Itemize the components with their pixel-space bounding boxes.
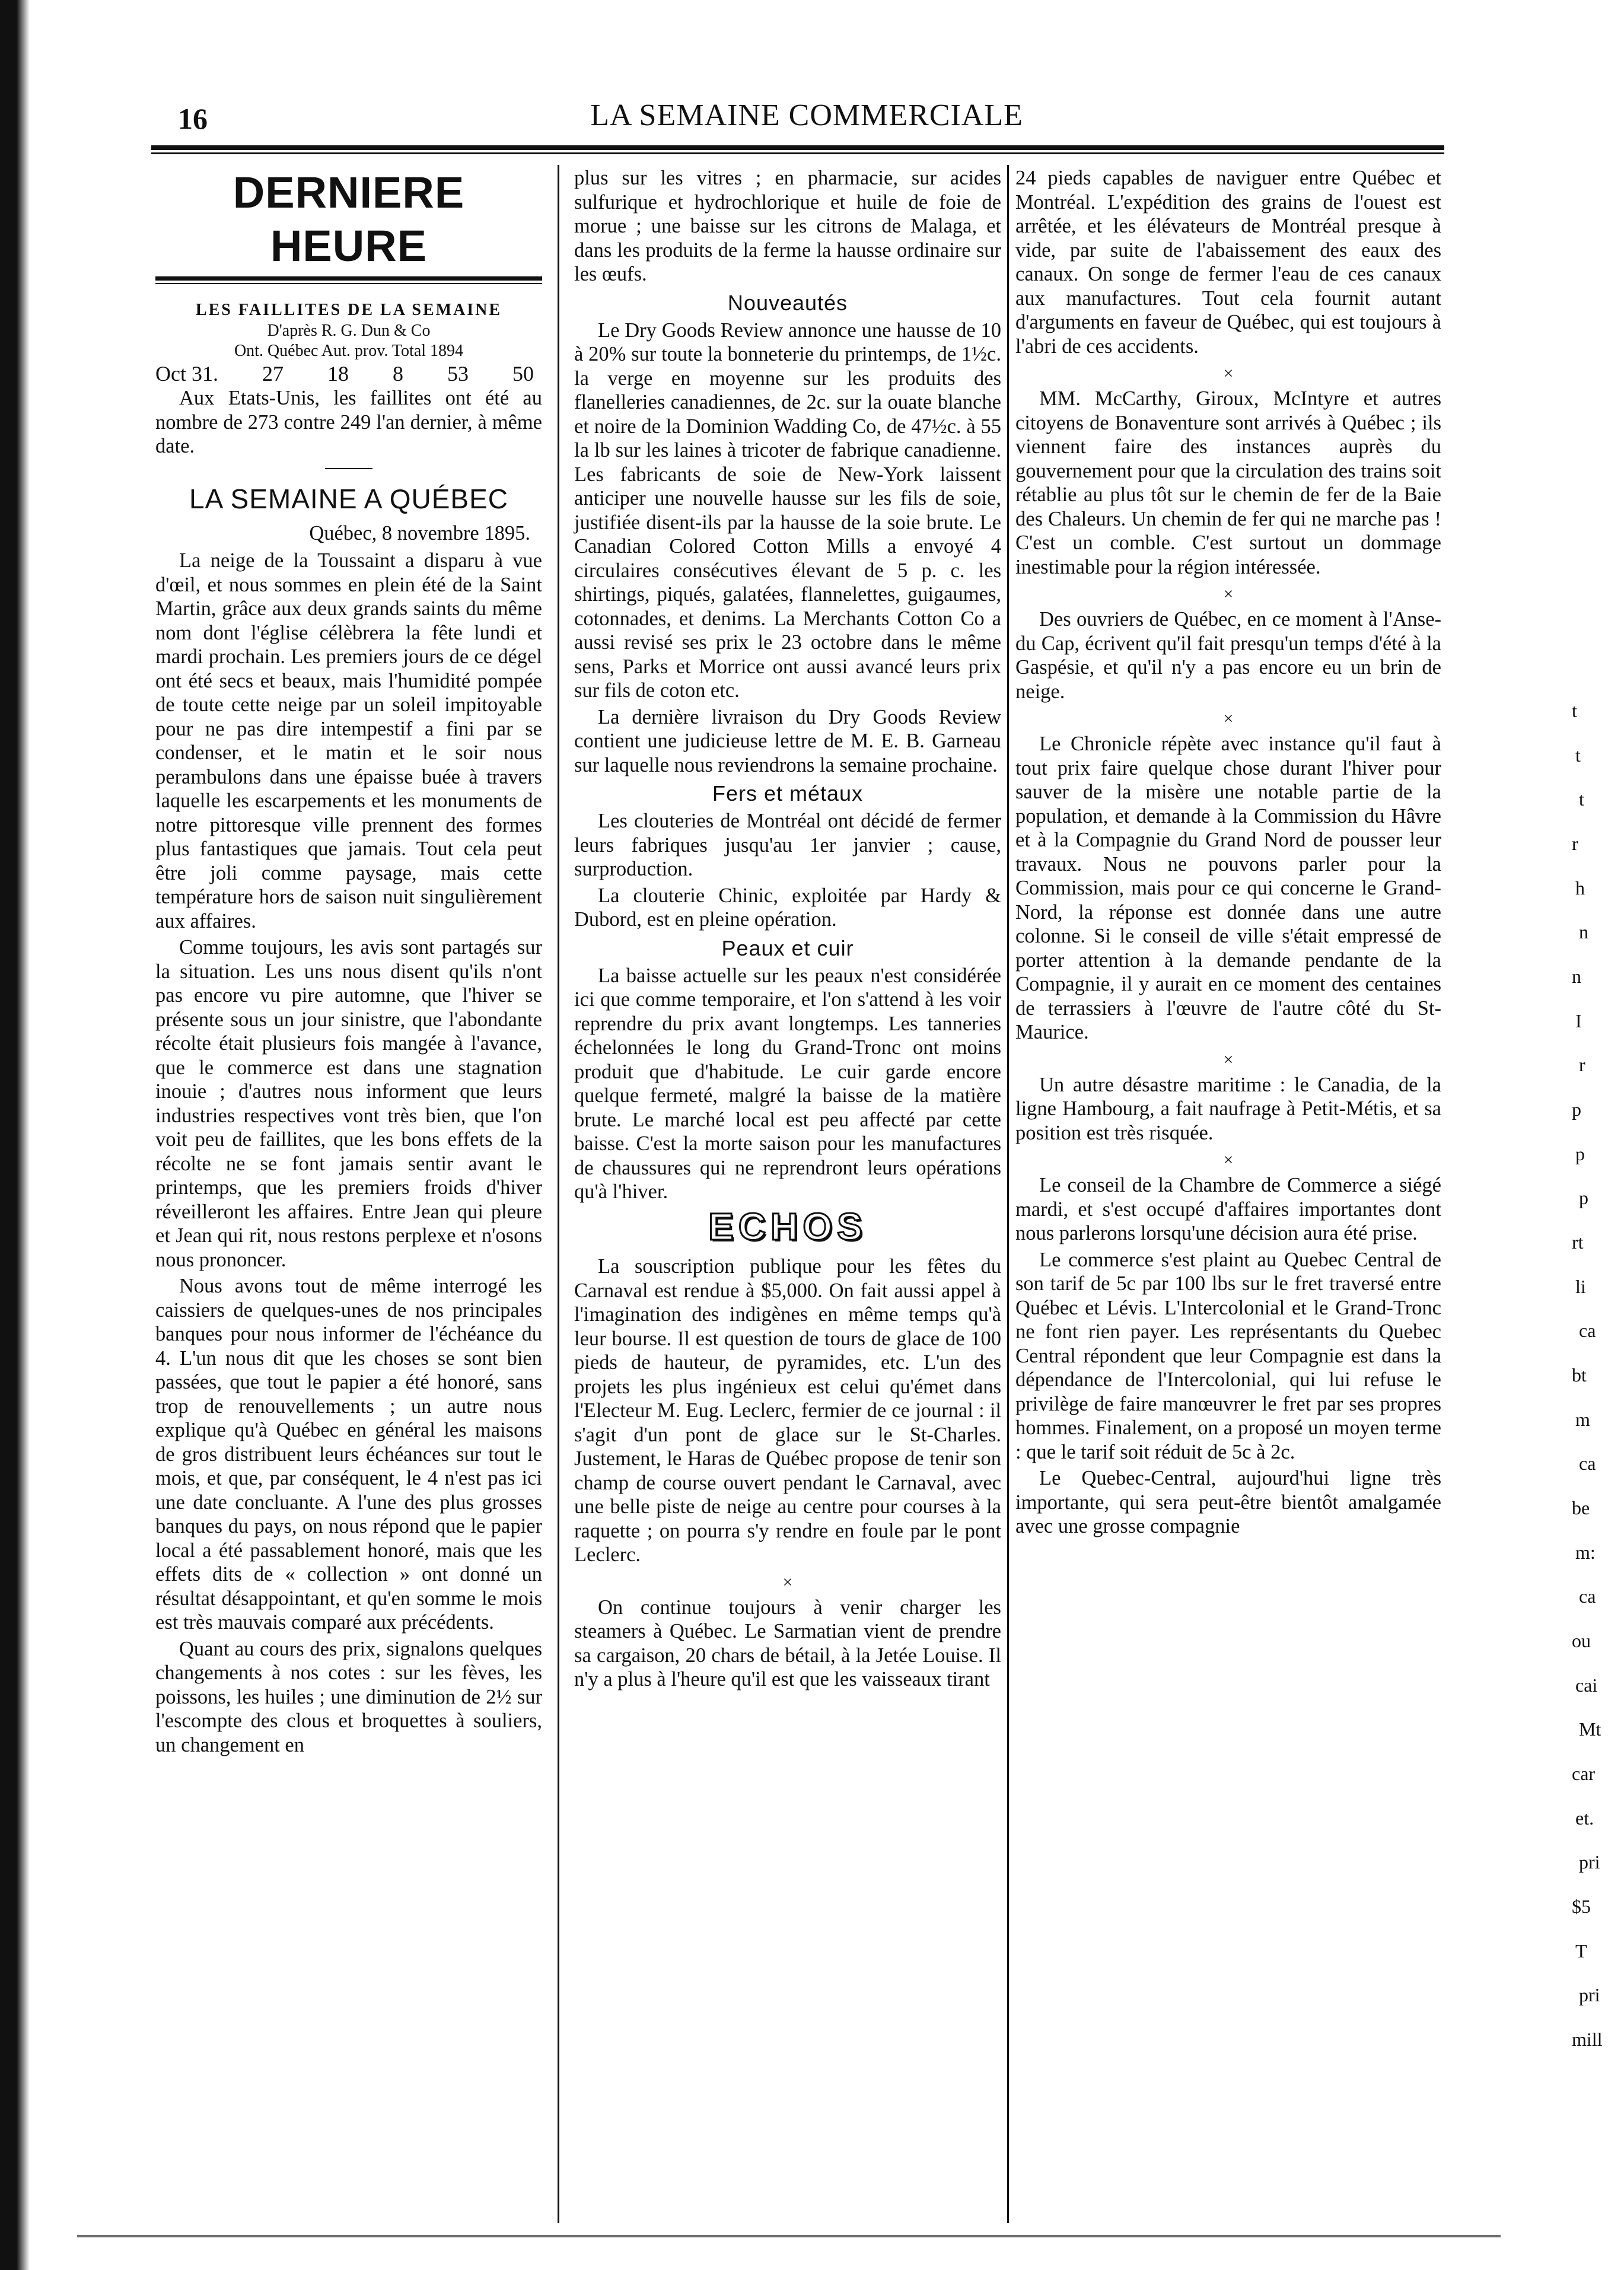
faillites-text: Aux Etats-Unis, les faillites ont été au nombre de 273 contre 249 l'an dernier, à même date.	[155, 387, 542, 457]
article-paragraph: Le Quebec-Central, aujourd'hui ligne très importante, qui sera peut-être bientôt amalgamée avec une grosse compagnie	[1015, 1467, 1441, 1537]
article-paragraph: La dernière livraison du Dry Goods Review contient une judicieuse lettre de M. E. B. Garneau sur laquelle nous reviendrons la semaine prochaine.	[574, 705, 1001, 776]
article-paragraph: Un autre désastre maritime : le Canadia, de la ligne Hambourg, a fait naufrage à Petit-Métis, et sa position est très risquée.	[1015, 1073, 1441, 1144]
page-header	[166, 98, 1447, 145]
section-heading-fers: Fers et métaux	[712, 781, 864, 806]
article-paragraph: Le conseil de la Chambre de Commerce a siégé mardi, et s'est occupé d'affaires importantes dont nous parlerons lorsqu'une décision aura été prise.	[1015, 1174, 1441, 1244]
article-paragraph: Le Chronicle répète avec instance qu'il faut à tout prix faire quelque chose durant l'hiver pour sauver de la misère une notable partie de la population, et demande à la Commission du Hâvre et à la Compagnie du Grand Nord de pousser leur travaux. Nous ne pouvons parler pour la Commission, mais pour ce qui concerne le Grand-Nord, la réponse est donnée dans une autre colonne. Si le conseil de ville s'était empressé de porter attention à la demande pendante de la Compagnie, il y aurait en ce moment des centaines de terrassiers à l'œuvre de l'autre côté du St-Maurice.	[1015, 733, 1441, 1043]
section-heading-peaux: Peaux et cuir	[721, 935, 854, 960]
edge-fragment: li	[1575, 1276, 1586, 1297]
edge-fragment: r	[1572, 833, 1578, 854]
edge-fragment: $5	[1572, 1896, 1591, 1917]
edge-fragment: car	[1572, 1763, 1596, 1784]
scan-left-edge	[0, 0, 89, 2270]
stat-total: 53	[447, 362, 469, 386]
separator-mark: ×	[782, 1572, 793, 1592]
edge-fragment: cai	[1575, 1674, 1598, 1696]
header-rule	[151, 145, 1444, 150]
edge-fragment: n	[1572, 966, 1581, 987]
edge-fragment: I	[1575, 1010, 1582, 1031]
article-paragraph: La neige de la Toussaint a disparu à vue d'œil, et nous sommes en plein été de la Saint Martin, grâce aux deux grands saints du même nom dont l'église célèbrera la fête lundi et mardi prochain. Les premiers jours de ce dégel ont été secs et beaux, mais l'humidité pompée de toute cette neige par un soleil impitoyable pour ne pas dire intempestif a fini par se condenser, et le matin et le soir nous perambulons dans une épaisse buée à travers laquelle les escarpements et les monuments de notre pittoresque ville prennent des formes plus fantastiques que jamais. Tout cela peut être joli comme paysage, mais cette température hors de saison nuit singulièrement aux affaires.	[155, 549, 542, 932]
adjacent-page-edge	[1470, 0, 1624, 2270]
faillites-source: D'après R. G. Dun & Co	[267, 321, 431, 340]
main-headline: DERNIERE HEURE	[233, 168, 465, 270]
article-paragraph: Des ouvriers de Québec, en ce moment à l'Anse-du Cap, écrivent qu'il fait presqu'un temps d'été à la Gaspésie, et qu'il n'y a pas encore eu un brin de neige.	[1015, 608, 1441, 703]
edge-fragment: r	[1579, 1054, 1585, 1075]
separator-mark: ×	[1223, 584, 1234, 604]
article-paragraph: Le commerce s'est plaint au Quebec Central de son tarif de 5c par 100 lbs sur le fret traversé entre Québec et Lévis. L'Intercolonial et le Grand-Tronc ne font rien payer. Les représentants du Quebec Central répondent que leur Compagnie est dans la dépendance de l'Intercolonial, qui lui refuse le privilège de faire manœuvrer le fret par ses propres hommes. Finalement, on a proposé un moyen terme : que le tarif soit réduit de 5c à 2c.	[1015, 1248, 1441, 1463]
headline-rule-thin	[155, 283, 542, 284]
column-1	[155, 166, 542, 1759]
running-title: LA SEMAINE COMMERCIALE	[590, 98, 1023, 132]
edge-fragment: t	[1572, 700, 1577, 721]
edge-fragment: p	[1579, 1187, 1588, 1208]
header-rule-thin	[151, 152, 1444, 154]
stat-date: Oct 31.	[155, 362, 218, 386]
edge-fragment: bt	[1572, 1364, 1587, 1386]
separator-mark: ×	[1223, 709, 1234, 728]
bottom-scan-rule	[77, 2235, 1501, 2237]
edge-fragment: mill	[1572, 2029, 1603, 2050]
column-2	[574, 166, 1001, 1694]
continued-paragraph: 24 pieds capables de naviguer entre Québec et Montréal. L'expédition des grains de l'ouest est arrêtée, et les élévateurs de Montréal presque à vide, par suite de l'abaissement des eaux des canaux. On songe de fermer l'eau de ces canaux aux manufactures. Tout cela fournit autant d'arguments en faveur de Québec, qui est toujours à l'abri de ces accidents.	[1015, 167, 1441, 358]
edge-fragment: t	[1579, 788, 1584, 810]
edge-fragment: m	[1575, 1409, 1590, 1430]
separator-mark: ×	[1223, 1150, 1234, 1170]
separator-mark: ×	[1223, 364, 1234, 383]
edge-fragment: et.	[1575, 1807, 1594, 1829]
headline-rule	[155, 276, 542, 281]
article-paragraph: La baisse actuelle sur les peaux n'est considérée ici que comme temporaire, et l'on s'attend à les voir reprendre du prix avant longtemps. Les tanneries échelonnées le long du Grand-Tronc ont moins produit que d'habitude. Le cuir garde encore quelque fermeté, malgré la baisse de la matière brute. Le marché local est peu affecté par cette baisse. C'est la morte saison pour les manufactures de chaussures qui ne reprendront leurs opérations qu'à l'hiver.	[574, 964, 1001, 1203]
edge-fragment: pri	[1579, 1851, 1600, 1873]
section-heading-quebec: LA SEMAINE A QUÉBEC	[189, 483, 508, 514]
edge-fragment: ou	[1572, 1630, 1591, 1651]
article-paragraph: Quant au cours des prix, signalons quelques changements à nos cotes : sur les fèves, les poissons, les huiles ; une diminution de 2½ sur l'escompte des clous et broquettes à souliers, un changement en	[155, 1637, 542, 1756]
stat-1894: 50	[512, 362, 534, 386]
article-paragraph: MM. McCarthy, Giroux, McIntyre et autres citoyens de Bonaventure sont arrivés à Québec ; ils viennent faire des instances auprès du gouvernement pour que la circulation des trains soit rétablie au plus tôt sur le chemin de fer de la Baie des Chaleurs. Un chemin de fer qui ne marche pas ! C'est un comble. C'est surtout un dommage inestimable pour la région intéressée.	[1015, 387, 1441, 578]
edge-fragment: p	[1575, 1143, 1585, 1164]
column-divider-1	[558, 165, 559, 2223]
edge-fragment: ca	[1579, 1320, 1596, 1341]
page-number: 16	[178, 102, 208, 135]
faillites-columns: Ont. Québec Aut. prov. Total 1894	[234, 342, 464, 360]
article-paragraph: Nous avons tout de même interrogé les caissiers de quelques-unes de nos principales banques pour nous informer de l'échéance du 4. L'un nous dit que les choses se sont bien passées, que tout le papier a été honoré, sans trop de renouvellements ; un autre nous explique qu'à Québec en général les maisons de gros distribuent leurs échéances sur tout le mois, et que, par conséquent, le 4 n'est pas ici une date concluante. A l'une des plus grosses banques du pays, on nous répond que le papier local a été passablement honoré, mais que les effets dits de « collection » ont donné un résultat désappointant, et qu'en somme le mois est très mauvais comparé aux précédents.	[155, 1275, 542, 1634]
edge-fragment: ca	[1579, 1453, 1596, 1474]
separator-mark: ×	[1223, 1049, 1234, 1069]
edge-fragment: h	[1575, 877, 1585, 899]
edge-fragment: p	[1572, 1099, 1581, 1120]
edge-fragment: be	[1572, 1497, 1590, 1518]
article-paragraph: Comme toujours, les avis sont partagés sur la situation. Les uns nous disent qu'ils n'ont pas encore vu pire automne, que l'hiver se présente sous un jour sinistre, que l'abondante récolte était plusieurs fois mangée à l'avance, que le commerce est dans une stagnation inouie ; d'autres nous informent que leurs industries respectives vont très bien, que l'on voit peu de faillites, que les bons effets de la récolte ne se font jamais sentir avant le printemps, que les premiers froids d'hiver réveilleront les affaires. Entre Jean qui pleure et Jean qui rit, nous restons perplexe et n'osons nous prononcer.	[155, 936, 542, 1271]
faillites-heading: LES FAILLITES DE LA SEMAINE	[195, 301, 502, 319]
edge-fragment: ca	[1579, 1586, 1596, 1607]
edge-fragment: T	[1575, 1940, 1587, 1962]
short-rule	[325, 468, 372, 469]
stat-ontario: 27	[262, 362, 284, 386]
dateline: Québec, 8 novembre 1895.	[309, 521, 530, 545]
stat-other-prov: 8	[392, 362, 403, 386]
edge-fragment: Mt	[1579, 1718, 1601, 1740]
article-paragraph: Les clouteries de Montréal ont décidé de fermer leurs fabriques jusqu'au 1er janvier ; cause, surproduction.	[574, 810, 1001, 880]
section-heading-nouveautes: Nouveautés	[727, 290, 848, 315]
column-3	[1015, 166, 1441, 1541]
edge-fragment: m:	[1575, 1542, 1596, 1563]
edge-fragment: t	[1575, 744, 1581, 766]
edge-fragment: rt	[1572, 1231, 1584, 1253]
article-paragraph: Le Dry Goods Review annonce une hausse de 10 à 20% sur toute la bonneterie du printemps, de 1½c. la verge en moyenne sur les produits des flanelleries canadiennes, de 2c. sur la ouate blanche et noire de la Dominion Wadding Co, de 47½c. à 55 la lb sur les laines à tricoter de fabrique canadienne. Les fabricants de soie de New-York laissent anticiper une nouvelle hausse sur les fils de soie, justifiée disent-ils par la hausse de la soie brute. Le Canadian Colored Cotton Mills a envoyé 4 circulaires consécutives élevant de 5 p. c. les shirtings, piqués, galatées, flannelettes, guigaumes, cotonnades, et denims. La Merchants Cotton Co a aussi revisé ses prix le 23 octobre dans le même sens, Parks et Morrice ont aussi avancé leurs prix sur fils de coton etc.	[574, 319, 1001, 702]
edge-fragment: n	[1579, 921, 1588, 943]
continued-paragraph: plus sur les vitres ; en pharmacie, sur acides sulfurique et hydrochlorique et huile de foie de morue ; une baisse sur les citrons de Malaga, et dans les produits de la ferme la hausse ordinaire sur les œufs.	[574, 167, 1001, 285]
article-paragraph: La souscription publique pour les fêtes du Carnaval est rendue à $5,000. On fait aussi appel à l'imagination des indigènes en même temps qu'à leur bourse. Il est question de tours de glace de 100 pieds de hauteur, de pyramides, etc. L'un des projets les plus ingénieux est celui qu'émet dans l'Electeur M. Eug. Leclerc, fermier de ce journal : il s'agit d'un pont de glace sur le St-Charles. Justement, le Haras de Québec propose de tenir son champ de course ouvert pendant le Carnaval, avec une belle piste de neige au centre pour courses à la raquette ; on pourra s'y rendre en foule par le pont Leclerc.	[574, 1255, 1001, 1566]
column-divider-2	[1007, 165, 1009, 2223]
article-paragraph: La clouterie Chinic, exploitée par Hardy & Dubord, est en pleine opération.	[574, 884, 1001, 931]
faillites-stats	[155, 361, 542, 386]
stat-quebec: 18	[327, 362, 349, 386]
echos-heading	[574, 1205, 1001, 1248]
article-paragraph: On continue toujours à venir charger les steamers à Québec. Le Sarmatian vient de prendre sa cargaison, 20 chars de bétail, à la Jetée Louise. Il n'y a plus à l'heure qu'il est que les vaisseaux tirant	[574, 1596, 1001, 1690]
edge-fragment: pri	[1579, 1984, 1600, 2005]
echos-heading-text: ECHOS	[708, 1205, 867, 1248]
